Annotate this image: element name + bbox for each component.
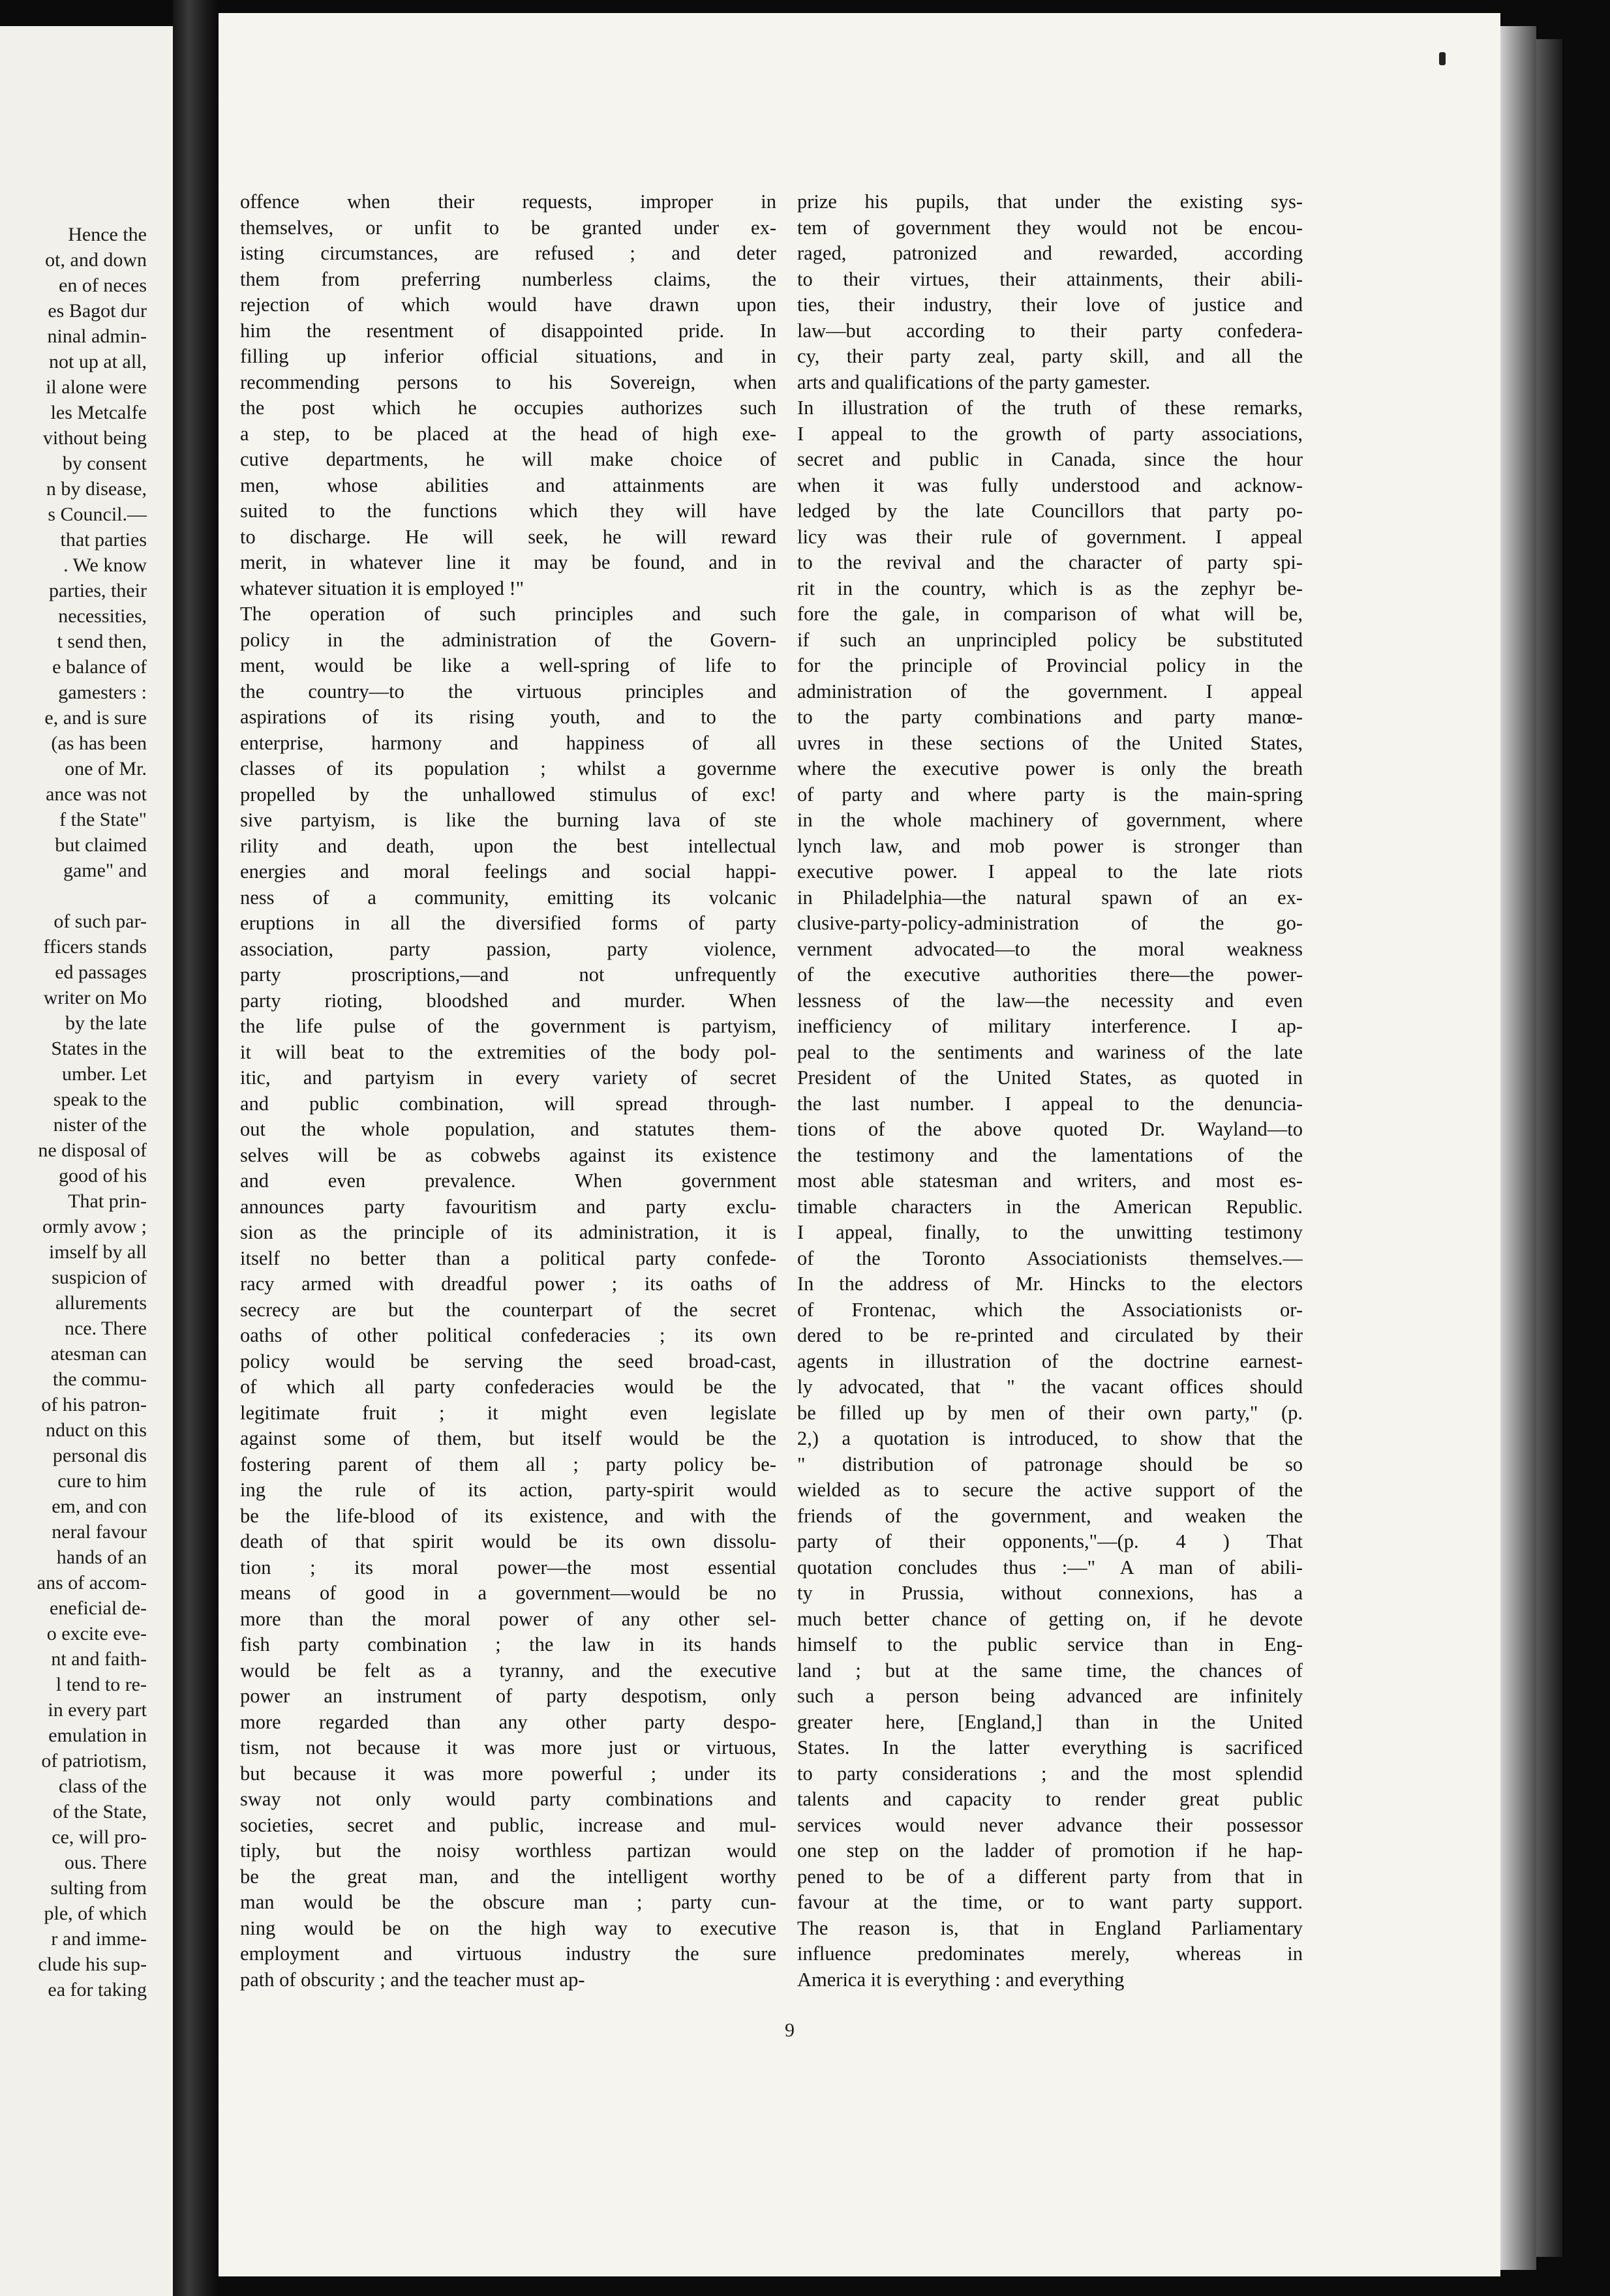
text-line: In the address of Mr. Hincks to the electors (797, 1273, 1303, 1295)
right-column (797, 189, 1303, 1993)
text-line: imself by all (49, 1241, 147, 1263)
text-line: inefficiency of military interference. I ap- (797, 1015, 1303, 1037)
text-line: hands of an (56, 1547, 147, 1568)
text-line: 2,) a quotation is introduced, to show that the (797, 1427, 1303, 1449)
text-line: In illustration of the truth of these remarks, (797, 397, 1303, 419)
text-line: ormly avow ; (42, 1216, 147, 1237)
text-line: the testimony and the lamentations of the (797, 1143, 1303, 1166)
text-line: would be felt as a tyranny, and the executive (240, 1659, 776, 1682)
text-line: in every part (48, 1699, 147, 1721)
text-line: them from preferring numberless claims, the (240, 267, 776, 290)
text-line: but because it was more powerful ; under its (240, 1762, 776, 1785)
text-line: vernment advocated—to the moral weakness (797, 937, 1303, 960)
text-line: friends of the government, and weaken the (797, 1504, 1303, 1527)
text-line: ties, their industry, their love of justice and (797, 294, 1303, 316)
text-line: raged, patronized and rewarded, according (797, 242, 1303, 264)
text-line: lessness of the law—the necessity and even (797, 989, 1303, 1012)
text-line: cure to him (57, 1470, 147, 1492)
text-line: be the great man, and the intelligent worthy (240, 1865, 776, 1888)
text-line: man would be the obscure man ; party cun- (240, 1891, 776, 1913)
text-line: atesman can (50, 1343, 147, 1365)
text-line: s Council.— (48, 504, 147, 525)
text-line: in the whole machinery of government, where (797, 809, 1303, 831)
text-line: oaths of other political confederacies ; its own (240, 1324, 776, 1346)
text-line: much better chance of getting on, if he devote (797, 1607, 1303, 1630)
text-line: but claimed (55, 834, 147, 856)
text-line: such a person being advanced are infinitely (797, 1685, 1303, 1707)
text-line: to the party combinations and party manœ- (797, 706, 1303, 728)
text-line: administration of the government. I appeal (797, 680, 1303, 702)
text-line: necessities, (58, 605, 147, 627)
left-page (0, 26, 173, 2296)
text-line: party of their opponents,"—(p. 4 ) That (797, 1530, 1303, 1552)
text-line: t send then, (57, 631, 147, 652)
text-line: racy armed with dreadful power ; its oaths of (240, 1273, 776, 1295)
text-line: not up at all, (49, 351, 147, 372)
text-line: il alone were (46, 376, 147, 398)
text-line: party rioting, bloodshed and murder. When (240, 989, 776, 1012)
text-line: gamesters : (58, 682, 147, 703)
text-line: of patriotism, (41, 1750, 147, 1772)
text-line: l tend to re- (55, 1674, 147, 1695)
text-line: of party and where party is the main-spring (797, 783, 1303, 806)
text-line: to their virtues, their attainments, their abili- (797, 267, 1303, 290)
text-line: " distribution of patronage should be so (797, 1453, 1303, 1475)
text-line: That prin- (68, 1190, 147, 1212)
text-line: peal to the sentiments and wariness of the late (797, 1040, 1303, 1063)
text-line: cutive departments, he will make choice of (240, 448, 776, 470)
text-line: to the revival and the character of party spi- (797, 551, 1303, 573)
text-line: licy was their rule of government. I appeal (797, 525, 1303, 548)
text-line: be filled up by men of their own party," (p. (797, 1401, 1303, 1424)
text-line: r and imme- (51, 1928, 147, 1950)
text-line: means of good in a government—would be no (240, 1582, 776, 1604)
text-line: parties, their (49, 580, 147, 601)
text-line: e balance of (52, 656, 147, 678)
text-line: cy, their party zeal, party skill, and all the (797, 345, 1303, 367)
text-line: him the resentment of disappointed pride. In (240, 319, 776, 342)
text-line: ed passages (55, 961, 147, 983)
text-line: itself no better than a political party confede- (240, 1246, 776, 1269)
ink-mark (1439, 52, 1446, 65)
text-line: suited to the functions which they will have (240, 500, 776, 522)
text-line: writer on Mo (43, 987, 147, 1008)
text-line: clude his sup- (38, 1954, 147, 1975)
page-edge (1500, 26, 1536, 2270)
text-line: more than the moral power of any other sel- (240, 1607, 776, 1630)
text-line: of the executive authorities there—the power- (797, 963, 1303, 986)
text-line: propelled by the unhallowed stimulus of exc! (240, 783, 776, 806)
text-line: lynch law, and mob power is stronger than (797, 834, 1303, 857)
text-line: services would never advance their possessor (797, 1813, 1303, 1836)
text-line: to party considerations ; and the most splendid (797, 1762, 1303, 1785)
text-line: uvres in these sections of the United States, (797, 731, 1303, 754)
text-line: sion as the principle of its administration, it is (240, 1221, 776, 1243)
text-line: e, and is sure (44, 707, 147, 729)
text-line: offence when their requests, improper in (240, 190, 776, 213)
text-line: ance was not (46, 783, 147, 805)
text-line: secret and public in Canada, since the hour (797, 448, 1303, 470)
text-line: of the State, (52, 1801, 147, 1822)
text-line: talents and capacity to render great public (797, 1788, 1303, 1810)
text-line: arts and qualifications of the party gamester. (797, 370, 1151, 393)
text-line: Hence the (68, 224, 147, 245)
text-line: if such an unprincipled policy be substituted (797, 628, 1303, 651)
text-line: most able statesman and writers, and most es- (797, 1170, 1303, 1192)
text-line: the life pulse of the government is partyism, (240, 1015, 776, 1037)
text-line: himself to the public service than in Eng- (797, 1633, 1303, 1655)
text-line: death of that spirit would be its own dissolu- (240, 1530, 776, 1552)
text-line: good of his (59, 1165, 147, 1186)
text-line: by the late (65, 1012, 147, 1034)
text-line: suspicion of (52, 1267, 147, 1288)
page-edge-shadow (1536, 39, 1562, 2257)
text-line: that parties (60, 529, 147, 551)
text-line: power an instrument of party despotism, only (240, 1685, 776, 1707)
text-line: ot, and down (45, 249, 147, 271)
text-line: I appeal, finally, to the unwitting testimony (797, 1221, 1303, 1243)
text-line: personal dis (52, 1445, 147, 1466)
text-line: employment and virtuous industry the sure (240, 1942, 776, 1965)
text-line: land ; but at the same time, the chances of (797, 1659, 1303, 1682)
text-line: aspirations of its rising youth, and to the (240, 706, 776, 728)
text-line: emulation in (48, 1725, 147, 1746)
text-line: secrecy are but the counterpart of the secret (240, 1298, 776, 1321)
text-line: of his patron- (41, 1394, 147, 1415)
left-column-fragment (0, 222, 147, 2002)
text-line: ning would be on the high way to executive (240, 1916, 776, 1939)
text-line: whatever situation it is employed !" (240, 577, 524, 599)
text-line: of such par- (53, 911, 147, 932)
text-line: a step, to be placed at the head of high exe- (240, 422, 776, 445)
text-line: ple, of which (44, 1903, 147, 1924)
text-line: and public combination, will spread through- (240, 1092, 776, 1115)
text-line: and even prevalence. When government (240, 1170, 776, 1192)
book-gutter (173, 0, 219, 2296)
text-line: nce. There (64, 1318, 147, 1339)
text-line: ous. There (64, 1852, 147, 1873)
text-line: nister of the (53, 1114, 147, 1136)
text-line: influence predominates merely, whereas in (797, 1942, 1303, 1965)
text-line: against some of them, but itself would be the (240, 1427, 776, 1449)
text-line: fore the gale, in comparison of what will be, (797, 603, 1303, 625)
middle-column (240, 189, 776, 1993)
text-line: timable characters in the American Republic. (797, 1195, 1303, 1218)
text-line: greater here, [England,] than in the United (797, 1710, 1303, 1733)
text-line: ly advocated, that " the vacant offices should (797, 1376, 1303, 1398)
text-line: ty in Prussia, without connexions, has a (797, 1582, 1303, 1604)
text-line: recommending persons to his Sovereign, when (240, 370, 776, 393)
text-line: neral favour (52, 1521, 147, 1543)
text-line: nt and faith- (51, 1648, 147, 1670)
text-line: tion ; its moral power—the most essential (240, 1556, 776, 1578)
text-line: em, and con (52, 1496, 147, 1517)
text-line: in Philadelphia—the natural spawn of an ex- (797, 886, 1303, 909)
text-line: sway not only would party combinations and (240, 1788, 776, 1810)
text-line: ment, would be like a well-spring of life to (240, 654, 776, 676)
text-line: . We know (63, 554, 147, 576)
text-line: for the principle of Provincial policy in the (797, 654, 1303, 676)
text-line: States in the (51, 1038, 147, 1059)
text-line: to discharge. He will seek, he will reward (240, 525, 776, 548)
text-line: be the life-blood of its existence, and with the (240, 1504, 776, 1527)
text-line: les Metcalfe (50, 402, 147, 423)
text-line: party proscriptions,—and not unfrequently (240, 963, 776, 986)
page-number: 9 (785, 2019, 795, 2041)
text-line: itic, and partyism in every variety of secret (240, 1066, 776, 1089)
text-line: tions of the above quoted Dr. Wayland—to (797, 1118, 1303, 1140)
text-line: one of Mr. (65, 758, 147, 779)
text-line: where the executive power is only the breath (797, 757, 1303, 779)
text-line: ans of accom- (37, 1572, 147, 1594)
text-line: out the whole population, and statutes them- (240, 1118, 776, 1140)
text-line: law—but according to their party confedera- (797, 319, 1303, 342)
text-line: ea for taking (48, 1979, 147, 2001)
text-line: fish party combination ; the law in its hands (240, 1633, 776, 1655)
text-line: the post which he occupies authorizes such (240, 397, 776, 419)
text-line: societies, secret and public, increase and mul- (240, 1813, 776, 1836)
text-line: of which all party confederacies would be the (240, 1376, 776, 1398)
text-line: tism, not because it was more just or virtuous, (240, 1736, 776, 1759)
text-line: classes of its population ; whilst a governme (240, 757, 776, 779)
text-line: rility and death, upon the best intellectual (240, 834, 776, 857)
text-line: ness of a community, emitting its volcanic (240, 886, 776, 909)
text-line: n by disease, (46, 478, 147, 500)
text-line: themselves, or unfit to be granted under ex- (240, 216, 776, 239)
text-line: quotation concludes thus :—" A man of abili- (797, 1556, 1303, 1578)
text-line: tiply, but the noisy worthless partizan would (240, 1839, 776, 1862)
text-line: isting circumstances, are refused ; and deter (240, 242, 776, 264)
text-line: policy would be serving the seed broad-cast, (240, 1350, 776, 1372)
text-line: ce, will pro- (52, 1826, 147, 1848)
text-line: speak to the (53, 1089, 147, 1110)
text-line (0, 883, 147, 909)
text-line: class of the (59, 1775, 147, 1797)
text-line: merit, in whatever line it may be found, and in (240, 551, 776, 573)
text-line: I appeal to the growth of party associations, (797, 422, 1303, 445)
text-line: wielded as to secure the active support of the (797, 1479, 1303, 1501)
text-line: ledged by the late Councillors that party po- (797, 500, 1303, 522)
text-line: (as has been (51, 733, 147, 754)
text-line: it will beat to the extremities of the body pol- (240, 1040, 776, 1063)
text-line: nduct on this (46, 1419, 147, 1441)
text-line: clusive-party-policy-administration of the go- (797, 912, 1303, 934)
text-line: allurements (55, 1292, 147, 1314)
text-line: President of the United States, as quoted in (797, 1066, 1303, 1089)
text-line: policy in the administration of the Govern- (240, 628, 776, 651)
text-line: of Frontenac, which the Associationists or- (797, 1298, 1303, 1321)
text-line: eruptions in all the diversified forms of party (240, 912, 776, 934)
text-line: es Bagot dur (48, 300, 147, 322)
text-line: States. In the latter everything is sacrificed (797, 1736, 1303, 1759)
text-line: the last number. I appeal to the denuncia- (797, 1092, 1303, 1115)
text-line: ninal admin- (47, 325, 147, 347)
text-line: f the State" (59, 809, 147, 830)
text-line: agents in illustration of the doctrine earnest- (797, 1350, 1303, 1372)
text-line: eneficial de- (49, 1597, 147, 1619)
text-line: association, party passion, party violence, (240, 937, 776, 960)
text-line: game" and (63, 860, 147, 881)
text-line: announces party favouritism and party exclu- (240, 1195, 776, 1218)
text-line: enterprise, harmony and happiness of all (240, 731, 776, 754)
text-line: rit in the country, which is as the zephyr be- (797, 577, 1303, 599)
text-line: the commu- (52, 1368, 147, 1390)
text-line: tem of government they would not be encou- (797, 216, 1303, 239)
text-line: by consent (62, 453, 147, 474)
text-line: men, whose abilities and attainments are (240, 474, 776, 496)
text-line: dered to be re-printed and circulated by their (797, 1324, 1303, 1346)
text-line: executive power. I appeal to the late riots (797, 860, 1303, 883)
text-line: prize his pupils, that under the existing sys- (797, 190, 1303, 213)
text-line: when it was fully understood and acknow- (797, 474, 1303, 496)
text-line: fficers stands (43, 936, 147, 958)
text-line: legitimate fruit ; it might even legislate (240, 1401, 776, 1424)
text-line: pened to be of a different party from that in (797, 1865, 1303, 1888)
text-line: ne disposal of (38, 1140, 147, 1161)
text-line: ing the rule of its action, party-spirit would (240, 1479, 776, 1501)
text-line: sulting from (50, 1877, 147, 1899)
text-line: America it is everything : and everything (797, 1968, 1125, 1991)
text-line: more regarded than any other party despo- (240, 1710, 776, 1733)
text-line: The operation of such principles and such (240, 603, 776, 625)
text-line: umber. Let (62, 1063, 147, 1085)
text-line: o excite eve- (46, 1623, 147, 1644)
text-line: one step on the ladder of promotion if he hap- (797, 1839, 1303, 1862)
text-line: vithout being (42, 427, 147, 449)
text-line: fostering parent of them all ; party policy be- (240, 1453, 776, 1475)
text-line: The reason is, that in England Parliamentary (797, 1916, 1303, 1939)
text-line: favour at the time, or to want party support. (797, 1891, 1303, 1913)
text-line: en of neces (59, 275, 147, 296)
text-line: sive partyism, is like the burning lava of ste (240, 809, 776, 831)
text-line: of the Toronto Associationists themselves.— (797, 1246, 1303, 1269)
text-line: selves will be as cobwebs against its existence (240, 1143, 776, 1166)
text-line: the country—to the virtuous principles and (240, 680, 776, 702)
text-line: energies and moral feelings and social happi- (240, 860, 776, 883)
text-line: rejection of which would have drawn upon (240, 294, 776, 316)
text-line: path of obscurity ; and the teacher must ap- (240, 1968, 585, 1991)
text-line: filling up inferior official situations, and in (240, 345, 776, 367)
